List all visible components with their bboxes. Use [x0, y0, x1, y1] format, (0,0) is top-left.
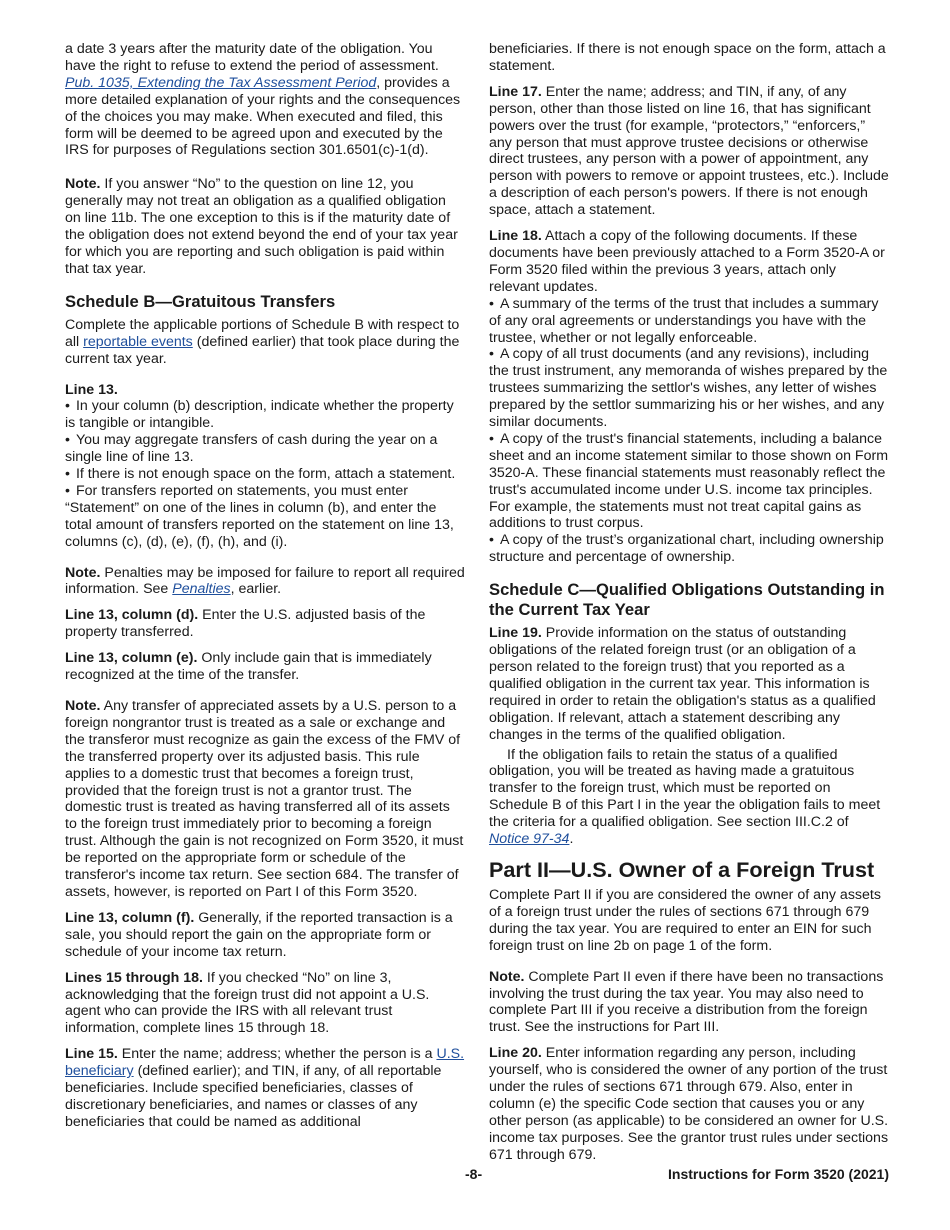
list-item: • A copy of the trust's financial statements, including a balance sheet and an income statement similar to those shown on Form 3520-A. These financial statements must reasonably reflect the trust's accumulated income under U.S. income tax principles. For example, the statements must not treat capital gains as additions to trust corpus.: [489, 431, 889, 532]
list-item: • A summary of the terms of the trust that includes a summary of any oral agreements or understandings you have with the trustee, whether or not legally enforceable.: [489, 296, 889, 347]
line-19: Line 19. Provide information on the status of outstanding obligations of the related foreign trust (or an obligation of a person related to the foreign trust) that you reported as a qualified obligation in the current tax year. This information is required in order to retain the obligation's status as a qualified obligation. If relevant, attach a statement describing any changes in the terms of the qualified obligation.: [489, 625, 876, 743]
note-penalties: Note. Penalties may be imposed for failure to report all required information. See Penalties, earlier.: [65, 564, 465, 598]
page-footer: [65, 1166, 889, 1186]
left-column: [65, 41, 465, 1140]
note-appreciated-assets: Note. Any transfer of appreciated assets by a U.S. person to a foreign nongrantor trust is treated as a sale or exchange and the transferor must recognize as gain the excess of the FMV of the transferred property over its adjusted basis. This rule applies to a domestic trust that becomes a foreign trust, provided that the foreign trust is not a grantor trust. The domestic trust is treated as having transferred all of its assets to the foreign trust immediately prior to becoming a foreign trust. Although the gain is not recognized on Form 3520, it must be reported on the appropriate form or schedule of the transferor's income tax return. See section 684. The transfer of assets, however, is reported on Part I of this Form 3520.: [65, 698, 464, 900]
part-ii-intro: Complete Part II if you are considered the owner of any assets of a foreign trust under the rules of sections 671 through 679 during the tax year. You are required to enter an EIN for such foreign trust on line 2b on page 1 of the form.: [489, 886, 881, 954]
line-17: Line 17. Enter the name; address; and TIN, if any, of any person, other than those listed on line 16, that has significant powers over the trust (for example, “protectors,” “enforcers,” any person that must approve trustee decisions or otherwise direct trustees, any person with a power of appointment, any person with powers to remove or appoint trustees, etc.). Include a description of each person's powers. If there is not enough space, attach a statement.: [489, 83, 889, 219]
line-19-continued: If the obligation fails to retain the status of a qualified obligation, you will be treated as having made a gratuitous transfer to the foreign trust, which must be reported on Schedule B of this Part I in the year the obligation fails to meet the criteria for a qualified obligation. See section III.C.2 of Notice 97-34.: [489, 746, 881, 848]
list-item: • You may aggregate transfers of cash during the year on a single line of line 13.: [65, 432, 465, 466]
part-ii-heading: Part II—U.S. Owner of a Foreign Trust: [489, 856, 875, 882]
notice-97-34-link[interactable]: Notice 97-34: [489, 831, 570, 848]
list-item: • A copy of all trust documents (and any revisions), including the trust instrument, any memoranda of wishes prepared by the trustees summarizing the settlor's wishes, any letter of wishes prepared by the settlor summarizing his or her wishes, and any similar documents.: [489, 346, 889, 431]
line-15: Line 15. Enter the name; address; whether the person is a U.S. beneficiary (defined earlier); and TIN, if any, of all reportable beneficiaries. Include specified beneficiaries, classes of discretionary beneficiaries, and names or classes of any beneficiaries that could be named as additional: [65, 1046, 465, 1130]
schedule-b-heading: Schedule B—Gratuitous Transfers: [65, 291, 336, 311]
note-part-ii: Note. Complete Part II even if there have been no transactions involving the trust during the tax year. You may also need to complete Part III if you receive a distribution from the foreign trust. See the instructions for Part III.: [489, 968, 884, 1036]
line-13-column-d: Line 13, column (d). Enter the U.S. adjusted basis of the property transferred.: [65, 607, 426, 641]
note-line-12: Note. If you answer “No” to the question on line 12, you generally may not treat an obligation as a qualified obligation on line 11b. The one exception to this is if the maturity date of the obligation does not extend beyond the end of your tax year for which you are reporting and such obligation is paid within that tax year.: [65, 176, 458, 277]
list-item: • If there is not enough space on the form, attach a statement.: [65, 466, 465, 483]
intro-paragraph: a date 3 years after the maturity date of the obligation. You have the right to refuse to extend the period of assessment. Pub. 1035, Extending the Tax Assessment Period, provides a more detailed explanation of your rights and the consequences of the choices you may make. When executed and filed, this form will be deemed to be agreed upon and executed by the IRS for purposes of Regulations section 301.6501(c)-1(d).: [65, 41, 461, 159]
right-column: [489, 41, 889, 1173]
lines-15-through-18: Lines 15 through 18. If you checked “No” on line 3, acknowledging that the foreign trust did not appoint a U.S. agent who can provide the IRS with all relevant trust information, complete lines 15 through 18.: [65, 969, 430, 1037]
list-item: • A copy of the trust’s organizational chart, including ownership structure and percentage of ownership.: [489, 532, 889, 566]
page-number: -8-: [465, 1166, 483, 1182]
continued-paragraph: beneficiaries. If there is not enough space on the form, attach a statement.: [489, 41, 886, 74]
document-title: Instructions for Form 3520 (2021): [668, 1166, 889, 1182]
schedule-b-intro: Complete the applicable portions of Schedule B with respect to all reportable events (defined earlier) that took place during the current tax year.: [65, 316, 460, 367]
list-item: • For transfers reported on statements, you must enter “Statement” on one of the lines in column (b), and enter the total amount of transfers reported on the statement on line 13, columns (c), (d), (e), (f), (h), and (i).: [65, 483, 465, 551]
reportable-events-link[interactable]: reportable events: [83, 333, 193, 350]
schedule-c-heading: Schedule C—Qualified Obligations Outstanding in the Current Tax Year: [489, 580, 885, 620]
us-beneficiary-link[interactable]: U.S. beneficiary: [65, 1046, 465, 1080]
line-13-label: Line 13.: [65, 381, 118, 398]
pub-1035-link[interactable]: Pub. 1035, Extending the Tax Assessment Period: [65, 74, 377, 91]
penalties-link[interactable]: Penalties: [172, 581, 231, 598]
line-13-column-f: Line 13, column (f). Generally, if the reported transaction is a sale, you should report the gain on the appropriate form or schedule of your income tax return.: [65, 909, 453, 960]
line-13-column-e: Line 13, column (e). Only include gain that is immediately recognized at the time of the transfer.: [65, 650, 432, 684]
line-20: Line 20. Enter information regarding any person, including yourself, who is considered the owner of any portion of the trust under the rules of sections 671 through 679. Also, enter in column (e) the specific Code section that causes you or any other person (as applicable) to be considered an owner for U.S. income tax purposes. See the grantor trust rules under sections 671 through 679.: [489, 1045, 889, 1163]
line-18: Line 18. Attach a copy of the following documents. If these documents have been previously attached to a Form 3520-A or Form 3520 filed within the previous 3 years, attach only relevant updates.: [489, 228, 885, 295]
list-item: • In your column (b) description, indicate whether the property is tangible or intangible.: [65, 398, 465, 432]
